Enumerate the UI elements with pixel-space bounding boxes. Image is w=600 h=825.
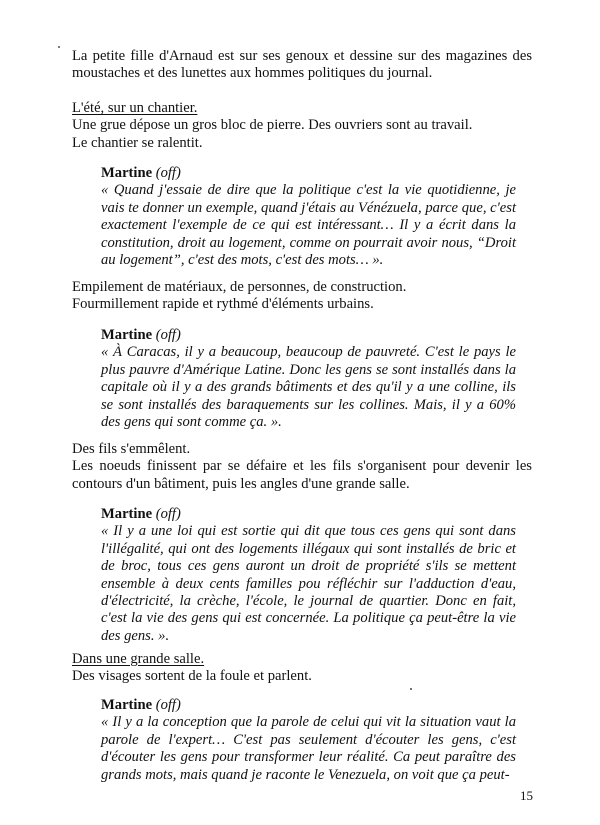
scene-2 — [72, 651, 532, 686]
action-paragraph-2 — [72, 279, 532, 314]
voice-tag: (off) — [155, 697, 181, 713]
speaker-line — [101, 327, 516, 344]
action-text: Les noeuds finissent par se défaire et les fils s'organisent pour devenir les contours d'un bâtiment, puis les angles d'une grande salle. — [72, 458, 532, 492]
action-text: La petite fille d'Arnaud est sur ses genoux et dessine sur des magazines des moustaches et des lunettes aux hommes politiques du journal. — [72, 48, 532, 82]
ink-speck — [58, 46, 60, 48]
voice-tag: (off) — [155, 327, 181, 343]
dialogue-text: « Il y a la conception que la parole de celui qui vit la situation vaut la parole de l'expert… C'est pas seulement d'écouter les gens, c'est d'écouter les gens pour transformer leur réalité. Ca peut paraître des grands mots, mais quand je raconte le Venezuela, on voit que ça peut- — [101, 714, 516, 783]
scene-1 — [72, 100, 532, 152]
dialogue-block-4 — [101, 697, 516, 784]
action-line: Des visages sortent de la foule et parlent. — [72, 668, 312, 685]
speaker-name: Martine — [101, 506, 153, 522]
dialogue-text: « Il y a une loi qui est sortie qui dit que tous ces gens qui sont dans l'illégalité, qui ont des logements illégaux qui sont installés de bric et de broc, tous ces gens auront un droit de propriété s'ils se mettent ensemble à deux cents familles pou réfléchir sur l'adduction d'eau, d'électricité, la crèche, l'école, le journal de quartier. Donc en fait, c'est la vie des gens qui est concernée. La politique ça peut-être la vie des gens. ». — [101, 523, 516, 644]
page-number: 15 — [520, 788, 533, 803]
action-paragraph-3 — [72, 441, 532, 493]
action-line: Fourmillement rapide et rythmé d'éléments urbains. — [72, 296, 374, 313]
dialogue-block-2 — [101, 327, 516, 431]
scene-heading: L'été, sur un chantier. — [72, 100, 198, 116]
speaker-name: Martine — [101, 697, 153, 713]
dialogue-block-3 — [101, 506, 516, 645]
dialogue-block-1 — [101, 165, 516, 269]
speaker-name: Martine — [101, 165, 153, 181]
action-line: Le chantier se ralentit. — [72, 134, 203, 151]
action-line: Des fils s'emmêlent. — [72, 441, 191, 457]
action-paragraph-1 — [72, 48, 532, 83]
speaker-line — [101, 506, 516, 523]
speaker-line — [101, 697, 516, 714]
speaker-name: Martine — [101, 327, 153, 343]
action-line: Une grue dépose un gros bloc de pierre. Des ouvriers sont au travail. — [72, 117, 473, 134]
dialogue-text: « Quand j'essaie de dire que la politique c'est la vie quotidienne, je vais te donner un exemple, quand j'étais au Vénézuela, parce que, c'est exactement l'exemple de ce qui est intéressant… Il y a écrit dans la constitution, droit au logement, comme on pourrait avoir nous, “Droit au logement”, c'est des mots, c'est des mots… ». — [101, 182, 516, 269]
scene-heading: Dans une grande salle. — [72, 651, 205, 667]
speaker-line — [101, 165, 516, 182]
action-line: Empilement de matériaux, de personnes, de construction. — [72, 279, 407, 295]
voice-tag: (off) — [155, 165, 181, 181]
voice-tag: (off) — [155, 506, 181, 522]
ink-speck — [410, 688, 412, 690]
dialogue-text: « À Caracas, il y a beaucoup, beaucoup de pauvreté. C'est le pays le plus pauvre d'Amérique Latine. Donc les gens se sont installés dans la capitale où il y a des grands bâtiments et des qu'il y a une colline, ils se sont installés des baraquements sur les collines. Mais, il y a 60% des gens qui sont comme ça. ». — [101, 344, 516, 431]
